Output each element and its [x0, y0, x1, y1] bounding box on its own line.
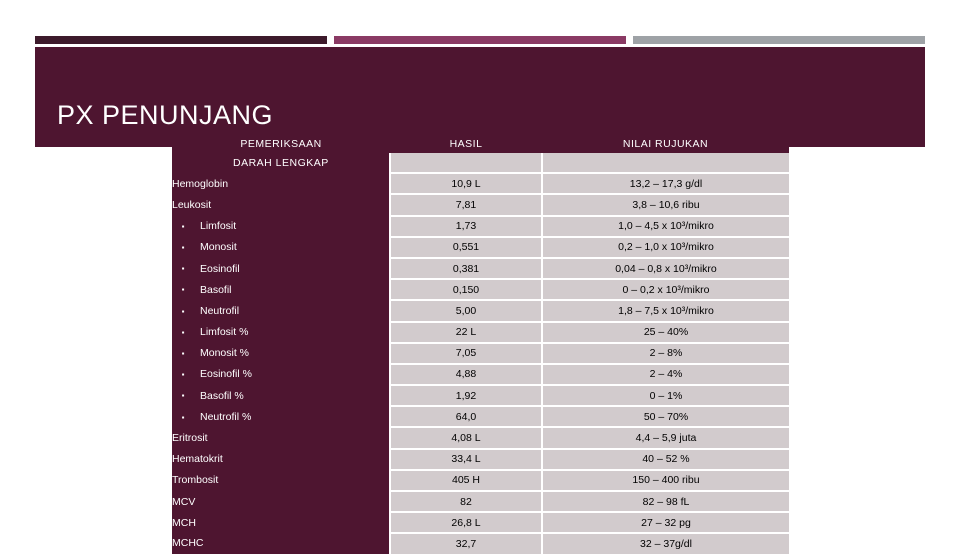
reference-range: 40 – 52 % — [542, 449, 789, 470]
table-row — [172, 512, 789, 533]
result-value: 1,92 — [390, 385, 542, 406]
test-name-cell — [172, 322, 390, 343]
bullet-icon: ▪ — [181, 327, 185, 337]
bullet-icon: ▪ — [181, 306, 185, 316]
test-name: Trombosit — [172, 474, 219, 487]
test-name-cell — [172, 173, 390, 194]
test-name: Hematokrit — [172, 453, 223, 466]
reference-range: 2 – 4% — [542, 364, 789, 385]
reference-range: 50 – 70% — [542, 406, 789, 427]
header-exam: PEMERIKSAAN — [172, 135, 390, 153]
test-name: MCV — [172, 495, 196, 508]
result-value: 33,4 L — [390, 449, 542, 470]
test-name-cell — [172, 385, 390, 406]
table-row — [172, 173, 789, 194]
result-value: 4,08 L — [390, 427, 542, 448]
test-name-cell — [172, 406, 390, 427]
table-row — [172, 343, 789, 364]
test-name: MCHC — [172, 537, 204, 550]
bullet-icon: ▪ — [181, 285, 185, 295]
test-name: Eritrosit — [172, 432, 208, 445]
test-name: Basofil % — [200, 389, 244, 402]
table-row — [172, 364, 789, 385]
bullet-icon: ▪ — [181, 243, 185, 253]
reference-range: 25 – 40% — [542, 322, 789, 343]
test-name-cell — [172, 194, 390, 215]
title-band — [35, 47, 925, 147]
header-exam-subtitle: DARAH LENGKAP — [172, 153, 390, 173]
table-row — [172, 258, 789, 279]
test-name-cell — [172, 343, 390, 364]
reference-range: 0 – 1% — [542, 385, 789, 406]
test-name-cell — [172, 216, 390, 237]
result-value: 64,0 — [390, 406, 542, 427]
reference-range: 3,8 – 10,6 ribu — [542, 194, 789, 215]
table-row — [172, 427, 789, 448]
bullet-icon: ▪ — [181, 370, 185, 380]
reference-range: 32 – 37g/dl — [542, 533, 789, 553]
accent-bar-gray — [633, 36, 925, 44]
test-name: Monosit — [200, 241, 237, 254]
test-name-cell — [172, 279, 390, 300]
result-value: 4,88 — [390, 364, 542, 385]
reference-range: 4,4 – 5,9 juta — [542, 427, 789, 448]
reference-range: 0,2 – 1,0 x 10³/mikro — [542, 237, 789, 258]
test-name-cell — [172, 491, 390, 512]
table-row — [172, 300, 789, 321]
bullet-icon: ▪ — [181, 391, 185, 401]
result-value: 82 — [390, 491, 542, 512]
result-value: 22 L — [390, 322, 542, 343]
result-value: 26,8 L — [390, 512, 542, 533]
test-name: Eosinofil — [200, 262, 240, 275]
result-value: 405 H — [390, 470, 542, 491]
table-row — [172, 194, 789, 215]
test-name: Leukosit — [172, 198, 212, 211]
table-row — [172, 406, 789, 427]
result-value: 7,81 — [390, 194, 542, 215]
reference-range: 0,04 – 0,8 x 10³/mikro — [542, 258, 789, 279]
bullet-icon: ▪ — [181, 412, 185, 422]
test-name: Monosit % — [200, 347, 250, 360]
reference-range: 1,0 – 4,5 x 10³/mikro — [542, 216, 789, 237]
table-subheader-row — [172, 153, 789, 173]
result-value: 7,05 — [390, 343, 542, 364]
slide-title: PX PENUNJANG — [57, 100, 274, 130]
table-row — [172, 385, 789, 406]
bullet-icon: ▪ — [181, 264, 185, 274]
test-name: Limfosit — [200, 220, 237, 233]
test-name: Eosinofil % — [200, 368, 252, 381]
header-result-blank — [390, 153, 542, 173]
result-value: 0,381 — [390, 258, 542, 279]
result-value: 10,9 L — [390, 173, 542, 194]
reference-range: 2 – 8% — [542, 343, 789, 364]
header-result: HASIL — [390, 135, 542, 153]
reference-range: 1,8 – 7,5 x 10³/mikro — [542, 300, 789, 321]
reference-range: 0 – 0,2 x 10³/mikro — [542, 279, 789, 300]
table-row — [172, 216, 789, 237]
test-name: Basofil — [200, 283, 232, 296]
reference-range: 27 – 32 pg — [542, 512, 789, 533]
header-reference: NILAI RUJUKAN — [542, 135, 789, 153]
test-name: MCH — [172, 516, 196, 529]
test-name: Neutrofil — [200, 304, 240, 317]
test-name: Limfosit % — [200, 326, 249, 339]
reference-range: 82 – 98 fL — [542, 491, 789, 512]
table-row — [172, 322, 789, 343]
test-name-cell — [172, 533, 390, 553]
reference-range: 13,2 – 17,3 g/dl — [542, 173, 789, 194]
bullet-icon: ▪ — [181, 349, 185, 358]
result-value: 0,551 — [390, 237, 542, 258]
result-value: 1,73 — [390, 216, 542, 237]
test-name-cell — [172, 237, 390, 258]
table-header-row — [172, 135, 789, 153]
reference-range: 150 – 400 ribu — [542, 470, 789, 491]
header-reference-blank — [542, 153, 789, 173]
test-name-cell — [172, 427, 390, 448]
test-name: Hemoglobin — [172, 177, 229, 190]
result-value: 0,150 — [390, 279, 542, 300]
test-name-cell — [172, 364, 390, 385]
test-name-cell — [172, 512, 390, 533]
lab-results-table — [172, 135, 789, 554]
accent-bar-dark — [35, 36, 327, 44]
test-name-cell — [172, 449, 390, 470]
bullet-icon: ▪ — [181, 221, 185, 231]
table-row — [172, 470, 789, 491]
table-row — [172, 449, 789, 470]
test-name-cell — [172, 470, 390, 491]
result-value: 5,00 — [390, 300, 542, 321]
test-name-cell — [172, 258, 390, 279]
table-row — [172, 533, 789, 553]
table-row — [172, 491, 789, 512]
accent-bar-magenta — [334, 36, 626, 44]
table-row — [172, 279, 789, 300]
result-value: 32,7 — [390, 533, 542, 553]
test-name: Neutrofil % — [200, 410, 252, 423]
table-row — [172, 237, 789, 258]
test-name-cell — [172, 300, 390, 321]
